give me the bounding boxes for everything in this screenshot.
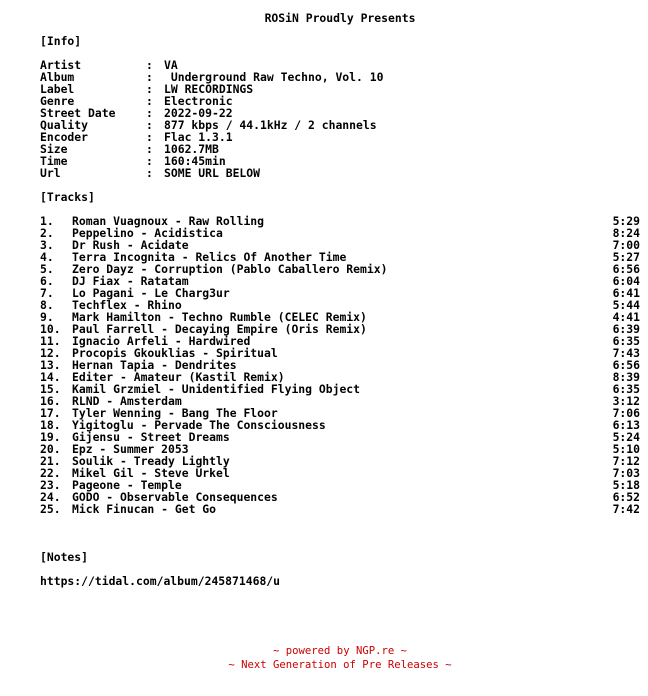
track-number: 13. <box>40 358 61 372</box>
info-row <box>40 167 640 179</box>
track-title: Peppelino - Acidistica <box>72 226 223 240</box>
footer-powered-by: ~ powered by NGP.re ~ <box>273 645 407 657</box>
track-number: 5. <box>40 262 54 276</box>
track-title: Editer - Amateur (Kastil Remix) <box>72 370 285 384</box>
track-title: Tyler Wenning - Bang The Floor <box>72 406 278 420</box>
track-row <box>40 503 640 515</box>
track-number: 9. <box>40 310 54 324</box>
track-title: DJ Fiax - Ratatam <box>72 274 189 288</box>
track-number: 2. <box>40 226 54 240</box>
info-row <box>40 143 640 155</box>
track-number: 1. <box>40 214 54 228</box>
release-title: ROSiN Proudly Presents <box>264 11 416 25</box>
info-value: 2022-09-22 <box>164 106 233 120</box>
track-title: Zero Dayz - Corruption (Pablo Caballero Remix) <box>72 262 388 276</box>
track-number: 4. <box>40 250 54 264</box>
notes-url: https://tidal.com/album/245871468/u <box>40 574 281 588</box>
track-title: Terra Incognita - Relics Of Another Time <box>72 250 347 264</box>
track-number: 20. <box>40 442 61 456</box>
track-title: Roman Vuagnoux - Raw Rolling <box>72 214 265 228</box>
track-duration: 7:12 <box>612 454 640 468</box>
track-duration: 7:00 <box>612 238 640 252</box>
track-title: Mikel Gil - Steve Urkel <box>72 466 230 480</box>
info-key: Url <box>40 166 61 180</box>
track-title: Dr Rush - Acidate <box>72 238 189 252</box>
track-title: Procopis Gkouklias - Spiritual <box>72 346 278 360</box>
track-duration: 6:56 <box>612 262 640 276</box>
info-row <box>40 119 640 131</box>
info-value: Electronic <box>164 94 233 108</box>
track-title: GODO - Observable Consequences <box>72 490 278 504</box>
track-duration: 6:56 <box>612 358 640 372</box>
info-key: Genre <box>40 94 75 108</box>
info-separator: : <box>146 94 160 108</box>
track-title: Pageone - Temple <box>72 478 182 492</box>
track-duration: 4:41 <box>612 310 640 324</box>
info-key: Size <box>40 142 68 156</box>
track-duration: 5:24 <box>612 430 640 444</box>
info-key: Label <box>40 82 75 96</box>
track-title: Paul Farrell - Decaying Empire (Oris Remix) <box>72 322 367 336</box>
track-duration: 8:39 <box>612 370 640 384</box>
info-value: LW RECORDINGS <box>164 82 254 96</box>
track-duration: 5:27 <box>612 250 640 264</box>
nfo-document <box>40 11 640 587</box>
info-key: Encoder <box>40 130 89 144</box>
info-separator: : <box>146 142 160 156</box>
track-number: 23. <box>40 478 61 492</box>
track-title: Gijensu - Street Dreams <box>72 430 230 444</box>
info-key: Artist <box>40 58 82 72</box>
track-title: Soulik - Tready Lightly <box>72 454 230 468</box>
track-number: 12. <box>40 346 61 360</box>
track-duration: 6:13 <box>612 418 640 432</box>
track-number: 6. <box>40 274 54 288</box>
track-duration: 5:44 <box>612 298 640 312</box>
track-number: 25. <box>40 502 61 516</box>
track-duration: 5:29 <box>612 214 640 228</box>
info-key: Quality <box>40 118 89 132</box>
info-separator: : <box>146 154 160 168</box>
track-number: 17. <box>40 406 61 420</box>
track-title: Lo Pagani - Le Charg3ur <box>72 286 230 300</box>
info-key: Time <box>40 154 68 168</box>
info-separator: : <box>146 166 160 180</box>
track-number: 14. <box>40 370 61 384</box>
track-number: 3. <box>40 238 54 252</box>
info-row <box>40 155 640 167</box>
track-title: Epz - Summer 2053 <box>72 442 189 456</box>
track-number: 19. <box>40 430 61 444</box>
info-key: Street Date <box>40 106 116 120</box>
info-key: Album <box>40 70 75 84</box>
track-duration: 6:39 <box>612 322 640 336</box>
track-number: 24. <box>40 490 61 504</box>
track-duration: 5:10 <box>612 442 640 456</box>
info-row <box>40 83 640 95</box>
track-duration: 6:35 <box>612 334 640 348</box>
track-duration: 8:24 <box>612 226 640 240</box>
track-duration: 6:35 <box>612 382 640 396</box>
info-value: 160:45min <box>164 154 226 168</box>
track-duration: 3:12 <box>612 394 640 408</box>
track-duration: 7:42 <box>612 502 640 516</box>
track-duration: 7:03 <box>612 466 640 480</box>
info-row <box>40 71 640 83</box>
notes-section-heading: [Notes] <box>40 550 89 564</box>
info-row <box>40 131 640 143</box>
track-title: RLND - Amsterdam <box>72 394 182 408</box>
info-value: 877 kbps / 44.1kHz / 2 channels <box>164 118 377 132</box>
info-value: VA <box>164 58 178 72</box>
info-row <box>40 95 640 107</box>
track-title: Kamil Grzmiel - Unidentified Flying Object <box>72 382 361 396</box>
track-number: 21. <box>40 454 61 468</box>
info-separator: : <box>146 130 160 144</box>
track-number: 10. <box>40 322 61 336</box>
info-list <box>40 59 640 179</box>
track-title: Techflex - Rhino <box>72 298 182 312</box>
track-title: Mark Hamilton - Techno Rumble (CELEC Remix) <box>72 310 367 324</box>
tracks-section-heading: [Tracks] <box>40 190 95 204</box>
track-number: 11. <box>40 334 61 348</box>
track-duration: 5:18 <box>612 478 640 492</box>
track-number: 8. <box>40 298 54 312</box>
info-value: Underground Raw Techno, Vol. 10 <box>164 70 384 84</box>
info-section-heading: [Info] <box>40 34 82 48</box>
track-number: 22. <box>40 466 61 480</box>
track-duration: 7:43 <box>612 346 640 360</box>
info-separator: : <box>146 82 160 96</box>
track-number: 15. <box>40 382 61 396</box>
track-title: Hernan Tapia - Dendrites <box>72 358 237 372</box>
track-number: 18. <box>40 418 61 432</box>
track-duration: 6:52 <box>612 490 640 504</box>
track-number: 7. <box>40 286 54 300</box>
info-value: SOME URL BELOW <box>164 166 261 180</box>
info-separator: : <box>146 106 160 120</box>
track-title: Mick Finucan - Get Go <box>72 502 217 516</box>
track-duration: 6:04 <box>612 274 640 288</box>
track-list <box>40 215 640 515</box>
track-title: Ignacio Arfeli - Hardwired <box>72 334 251 348</box>
footer-tagline: ~ Next Generation of Pre Releases ~ <box>228 659 452 671</box>
track-title: Yigitoglu - Pervade The Consciousness <box>72 418 326 432</box>
info-value: Flac 1.3.1 <box>164 130 233 144</box>
info-separator: : <box>146 70 160 84</box>
track-duration: 7:06 <box>612 406 640 420</box>
track-duration: 6:41 <box>612 286 640 300</box>
track-number: 16. <box>40 394 61 408</box>
info-separator: : <box>146 118 160 132</box>
info-value: 1062.7MB <box>164 142 219 156</box>
info-separator: : <box>146 58 160 72</box>
